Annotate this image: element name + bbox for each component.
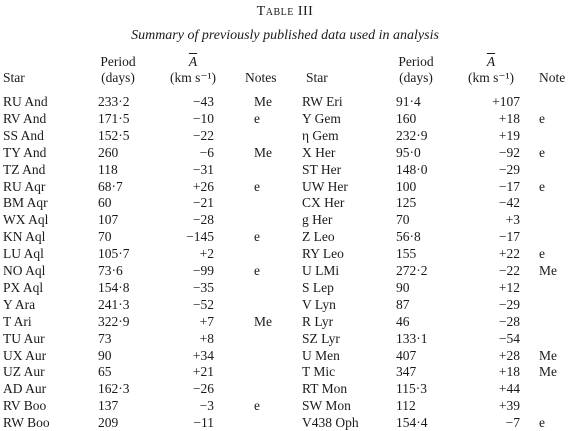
table-row [0,194,570,211]
star-name: TZ And [3,161,46,177]
header-period-label: Period [398,54,434,69]
star-name: V438 Oph [302,415,359,431]
velocity-value: −11 [193,415,214,431]
period-value: 347 [396,364,417,380]
velocity-value: +8 [199,330,214,346]
table-row [0,178,570,195]
note-value: Me [254,313,272,329]
note-value: Me [539,364,557,380]
header-notes-right: Note [539,70,566,85]
star-name: T Mic [302,364,336,380]
star-name: UW Her [302,178,348,194]
velocity-value: +12 [498,279,520,295]
star-name: WX Aql [3,212,49,228]
period-value: 155 [396,246,417,262]
period-value: 73 [98,330,112,346]
velocity-value: +28 [498,347,520,363]
period-value: 137 [98,398,119,414]
velocity-value: −3 [199,398,214,414]
velocity-value: +2 [199,246,214,262]
period-value: 241·3 [98,296,130,312]
velocity-value: −26 [192,381,214,397]
note-value: e [539,415,545,431]
period-value: 56·8 [396,229,421,245]
velocity-value: −28 [498,313,520,329]
star-name: U Men [302,347,340,363]
velocity-value: −17 [498,229,520,245]
star-name: RU And [3,94,48,109]
star-name: U LMi [302,263,340,278]
velocity-value: +22 [498,246,520,262]
star-name: T Ari [3,313,32,329]
star-name: BM Aqr [3,195,48,211]
header-a-right [456,54,526,86]
star-name: RW Eri [302,94,343,109]
table-row [0,110,570,127]
header-period-unit: (days) [101,70,135,85]
header-star-left: Star [3,70,25,85]
period-value: 407 [396,347,417,363]
velocity-value: −145 [186,229,214,245]
period-value: 107 [98,212,119,228]
table-row [0,347,570,364]
note-value: Me [539,347,557,363]
velocity-value: +39 [498,398,520,414]
note-value: e [254,178,260,194]
velocity-value: +26 [192,178,214,194]
velocity-value: −42 [498,195,520,211]
star-name: SS And [3,127,44,143]
period-value: 233·2 [98,94,130,109]
period-value: 209 [98,415,119,431]
star-name: RY Leo [302,246,344,262]
period-value: 87 [396,296,410,312]
star-name: η Gem [302,127,339,143]
table-row [0,127,570,144]
period-value: 118 [98,161,118,177]
star-name: RW Boo [3,415,50,431]
note-value: Me [539,263,557,278]
star-name: Y Gem [302,110,341,126]
period-value: 95·0 [396,144,421,160]
star-name: V Lyn [302,296,336,312]
star-name: TY And [3,144,47,160]
table-row [0,279,570,296]
period-value: 125 [396,195,417,211]
period-value: 160 [396,110,417,126]
velocity-value: −21 [192,195,214,211]
period-value: 112 [396,398,416,414]
period-value: 73·6 [98,263,123,278]
velocity-value: −54 [498,330,520,346]
velocity-value: −7 [505,415,520,431]
star-name: LU Aql [3,246,44,262]
header-notes-left: Notes [245,70,277,85]
velocity-value: +34 [192,347,214,363]
note-value: e [539,144,545,160]
period-value: 260 [98,144,119,160]
star-name: UX Aur [3,347,47,363]
note-value: e [254,398,260,414]
star-name: SZ Lyr [302,330,340,346]
header-period-label: Period [100,54,136,69]
period-value: 91·4 [396,94,421,109]
header-period-right [388,54,444,86]
table-caption: Summary of previously published data used in analysis [131,28,439,43]
velocity-value: +107 [492,94,520,109]
star-name: Y Ara [3,296,36,312]
velocity-value: +44 [498,381,520,397]
note-value: e [539,178,545,194]
velocity-value: +21 [192,364,214,380]
star-name: Z Leo [302,229,335,245]
period-value: 154·8 [98,279,130,295]
period-value: 68·7 [98,178,123,194]
period-value: 152·5 [98,127,130,143]
velocity-value: −28 [192,212,214,228]
star-name: g Her [302,212,333,228]
velocity-value: +3 [505,212,520,228]
period-value: 65 [98,364,112,380]
period-value: 115·3 [396,381,427,397]
period-value: 148·0 [396,161,428,177]
note-value: Me [254,144,272,160]
velocity-value: −10 [192,110,214,126]
velocity-value: −35 [192,279,214,295]
period-value: 60 [98,195,112,211]
period-value: 70 [396,212,410,228]
table-row [0,228,570,245]
period-value: 105·7 [98,246,130,262]
velocity-value: +18 [498,110,520,126]
table-row [0,330,570,347]
velocity-value: +19 [498,127,520,143]
velocity-value: −92 [498,144,520,160]
star-name: KN Aql [3,229,46,245]
note-value: e [254,229,260,245]
period-value: 162·3 [98,381,130,397]
header-a-symbol: $\overline{A}$ [486,54,496,69]
star-name: CX Her [302,195,345,211]
star-name: PX Aql [3,279,44,295]
star-name: S Lep [302,279,334,295]
velocity-value: −29 [498,161,520,177]
star-name: SW Mon [302,398,351,414]
velocity-value: +7 [199,313,214,329]
star-name: RU Aqr [3,178,46,194]
period-value: 171·5 [98,110,130,126]
table-row [0,211,570,228]
period-value: 70 [98,229,112,245]
table-row [0,296,570,313]
note-value: e [254,263,260,278]
velocity-value: −17 [498,178,520,194]
velocity-value: −43 [192,94,214,109]
star-name: R Lyr [302,313,334,329]
star-name: NO Aql [3,263,46,278]
header-a-unit: (km s⁻¹) [169,70,217,85]
velocity-value: −29 [498,296,520,312]
table-row [0,380,570,397]
table-row [0,313,570,330]
velocity-value: −6 [199,144,214,160]
period-value: 322·9 [98,313,130,329]
velocity-value: −22 [498,263,520,278]
star-name: AD Aur [3,381,47,397]
velocity-value: −99 [192,263,214,278]
table-row [0,161,570,178]
star-name: UZ Aur [3,364,45,380]
star-name: X Her [302,144,336,160]
star-name: RV Boo [3,398,47,414]
note-value: e [254,110,260,126]
header-period-unit: (days) [399,70,433,85]
table-row [0,363,570,380]
velocity-value: −52 [192,296,214,312]
header-a-symbol: $\overline{A}$ [188,54,198,69]
period-value: 46 [396,313,410,329]
table-row [0,93,570,110]
table-title: Table III [256,4,314,19]
period-value: 133·1 [396,330,428,346]
period-value: 100 [396,178,417,194]
table-row [0,144,570,161]
velocity-value: −22 [192,127,214,143]
note-value: Me [254,94,272,109]
star-name: ST Her [302,161,342,177]
note-value: e [539,246,545,262]
table-row [0,245,570,262]
note-value: e [539,110,545,126]
period-value: 154·4 [396,415,428,431]
table-row [0,414,570,431]
period-value: 90 [98,347,112,363]
star-name: TU Aur [3,330,45,346]
header-period-left [90,54,146,86]
star-name: RV And [3,110,47,126]
period-value: 90 [396,279,410,295]
period-value: 232·9 [396,127,428,143]
velocity-value: −31 [192,161,214,177]
table-row [0,262,570,279]
period-value: 272·2 [396,263,428,278]
star-name: RT Mon [302,381,348,397]
header-a-left [158,54,228,86]
header-star-right: Star [306,70,328,85]
velocity-value: +18 [498,364,520,380]
header-a-unit: (km s⁻¹) [467,70,515,85]
